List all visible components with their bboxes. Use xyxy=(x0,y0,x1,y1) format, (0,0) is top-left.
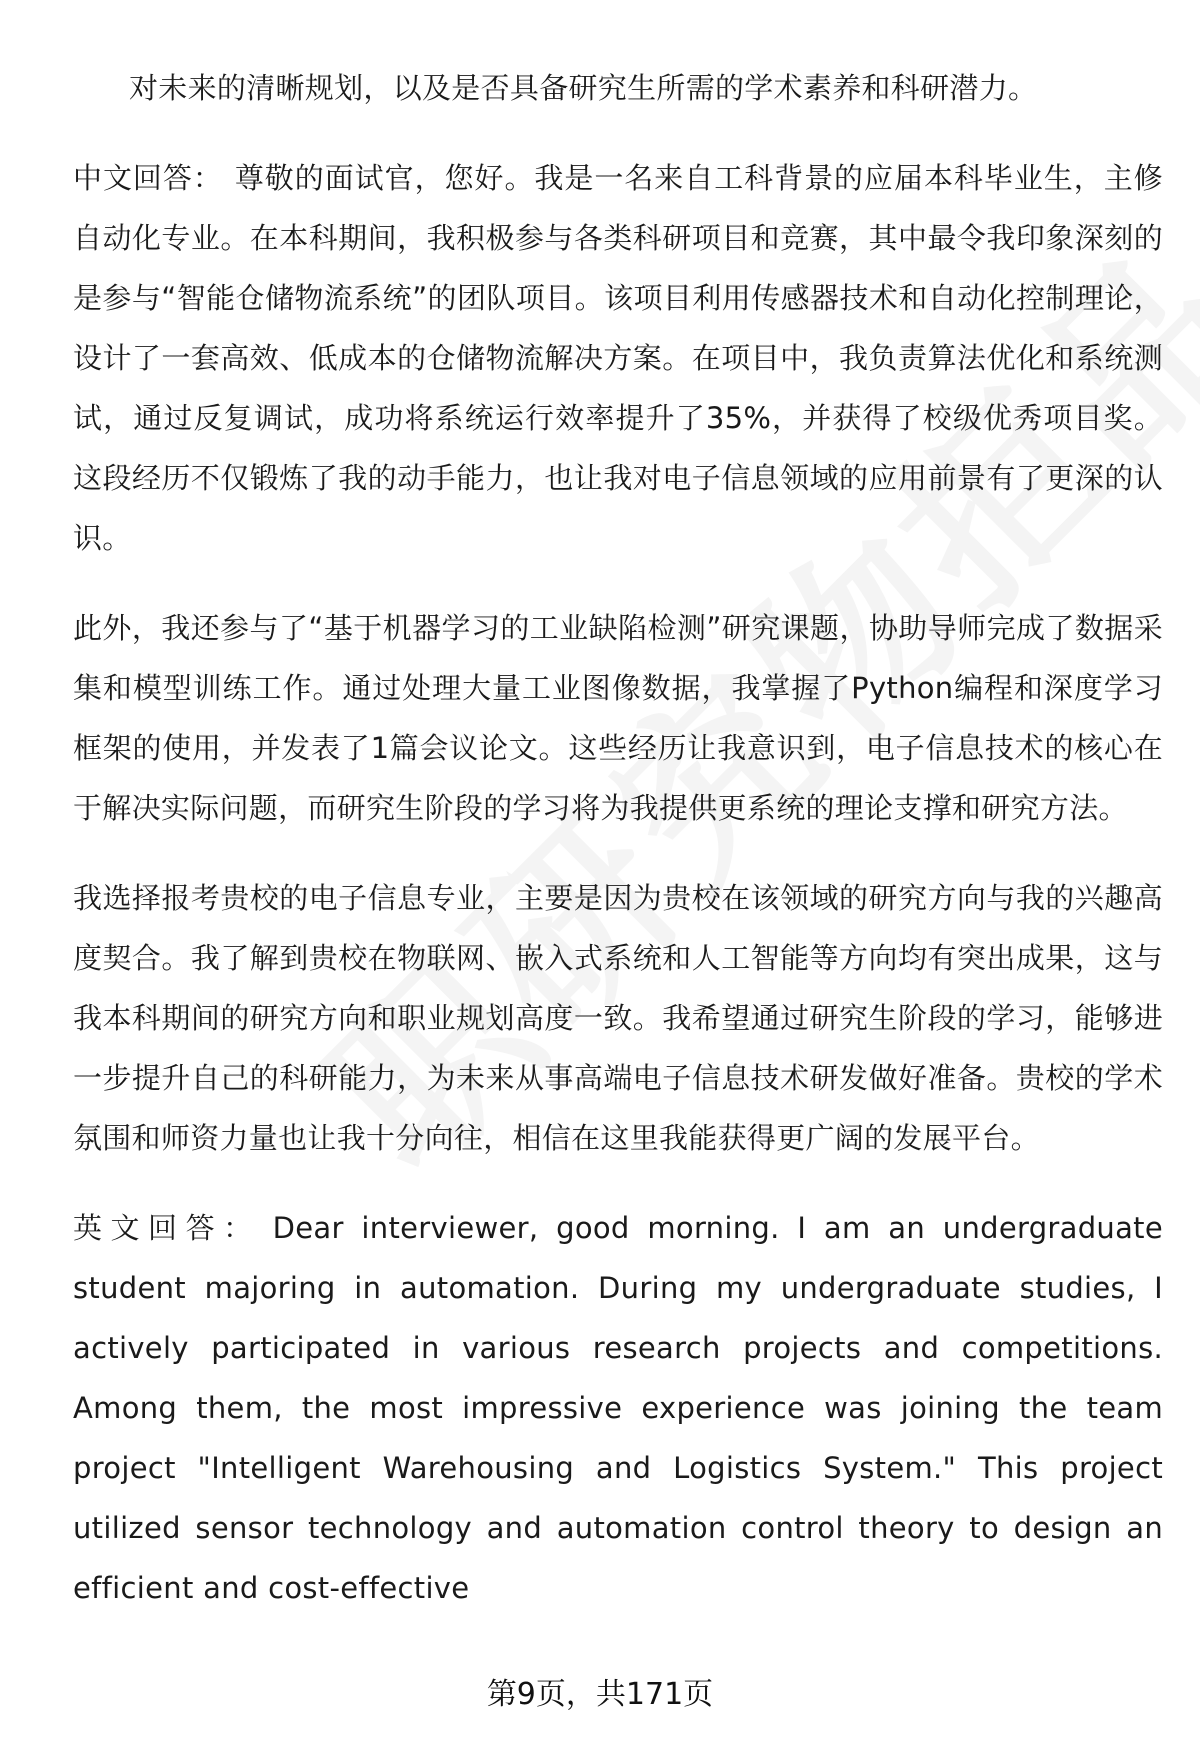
paragraph-text: 我选择报考贵校的电子信息专业，主要是因为贵校在该领域的研究方向与我的兴趣高度契合。我了解到贵校在物联网、嵌入式系统和人工智能等方向均有突出成果，这与我本科期间的研究方向和职业规划高度一致。我希望通过研究生阶段的学习，能够进一步提升自己的科研能力，为未来从事高端电子信息技术研发做好准备。贵校的学术氛围和师资力量也让我十分向往，相信在这里我能获得更广阔的发展平台。 xyxy=(73,881,1163,1155)
paragraph-text: Dear interviewer, good morning. I am an undergraduate student majoring in automation. During my undergraduate studies, I actively participated in various research projects and competitions. Among them, the most impressive experience was joining the team project "Intelligent Warehousing and Logistics System." This project utilized sensor technology and automation control theory to design an efficient and cost-effective xyxy=(73,1211,1163,1605)
chinese-answer-label: 中文回答： xyxy=(73,161,223,195)
english-answer-label: 英文回答： xyxy=(73,1211,261,1245)
paragraph-school-choice xyxy=(73,868,1163,1168)
paragraph-intro-continuation xyxy=(73,58,1163,118)
paragraph-text: 对未来的清晰规划，以及是否具备研究生所需的学术素养和科研潜力。 xyxy=(129,71,1038,105)
page-number-footer: 第9页，共171页 xyxy=(486,1677,714,1712)
document-body xyxy=(73,58,1163,1648)
paragraph-text: 尊敬的面试官，您好。我是一名来自工科背景的应届本科毕业生，主修自动化专业。在本科期间，我积极参与各类科研项目和竞赛，其中最令我印象深刻的是参与“智能仓储物流系统”的团队项目。该项目利用传感器技术和自动化控制理论，设计了一套高效、低成本的仓储物流解决方案。在项目中，我负责算法优化和系统测试，通过反复调试，成功将系统运行效率提升了35%，并获得了校级优秀项目奖。这段经历不仅锻炼了我的动手能力，也让我对电子信息领域的应用前景有了更深的认识。 xyxy=(73,161,1163,555)
paragraph-text: 此外，我还参与了“基于机器学习的工业缺陷检测”研究课题，协助导师完成了数据采集和模型训练工作。通过处理大量工业图像数据，我掌握了Python编程和深度学习框架的使用，并发表了1篇会议论文。这些经历让我意识到，电子信息技术的核心在于解决实际问题，而研究生阶段的学习将为我提供更系统的理论支撑和研究方法。 xyxy=(73,611,1163,825)
paragraph-english-answer xyxy=(73,1198,1163,1618)
paragraph-research-experience xyxy=(73,598,1163,838)
paragraph-chinese-answer xyxy=(73,148,1163,568)
